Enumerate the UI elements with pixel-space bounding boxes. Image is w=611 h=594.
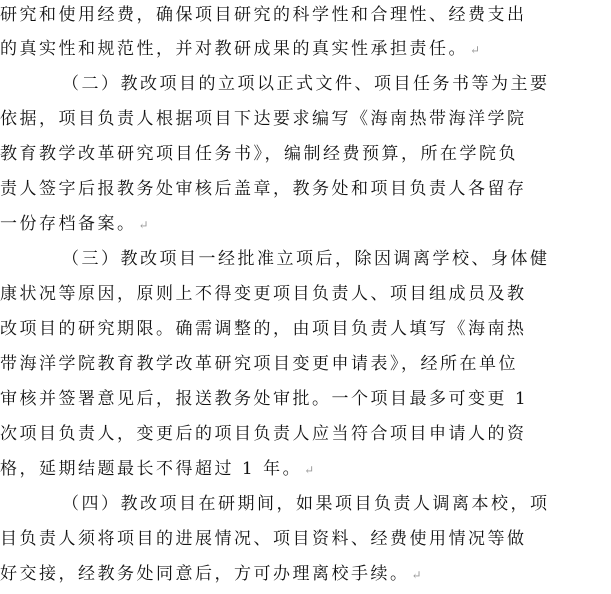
line-text: （四）教改项目在研期间，如果项目负责人调离本校，项 xyxy=(62,494,550,514)
line-text: （二）教改项目的立项以正式文件、项目任务书等为主要 xyxy=(62,74,550,94)
line-text: 的真实性和规范性，并对教研成果的真实性承担责任。 xyxy=(0,39,468,59)
line-text: 审核并签署意见后，报送教务处审批。一个项目最多可变更 1 xyxy=(0,389,529,409)
text-line-4 xyxy=(0,107,527,131)
text-line-1 xyxy=(0,3,527,27)
line-text: 次项目负责人，变更后的项目负责人应当符合项目申请人的资 xyxy=(0,424,527,444)
paragraph-mark-icon: ↵ xyxy=(470,43,481,57)
line-text: 教育教学改革研究项目任务书》，编制经费预算，所在学院负 xyxy=(0,144,518,164)
line-text: （三）教改项目一经批准立项后，除因调离学校、身体健 xyxy=(62,249,550,269)
paragraph-mark-icon: ↵ xyxy=(411,568,422,582)
text-line-16 xyxy=(0,527,527,551)
paragraph-mark-icon: ↵ xyxy=(304,463,315,477)
paragraph-3-start xyxy=(62,247,550,271)
paragraph-mark-icon: ↵ xyxy=(138,218,149,232)
text-line-9 xyxy=(0,282,527,306)
paragraph-2-start xyxy=(62,72,550,96)
text-line-17 xyxy=(0,562,422,587)
text-line-6 xyxy=(0,177,527,201)
paragraph-4-start xyxy=(62,492,550,516)
text-line-10 xyxy=(0,317,527,341)
line-text: 格，延期结题最长不得超过 1 年。 xyxy=(0,459,303,479)
line-text: 改项目的研究期限。确需调整的，由项目负责人填写《海南热 xyxy=(0,319,527,339)
line-text: 责人签字后报教务处审核后盖章，教务处和项目负责人各留存 xyxy=(0,179,527,199)
text-line-14 xyxy=(0,457,314,482)
text-line-2 xyxy=(0,37,480,62)
line-text: 依据，项目负责人根据项目下达要求编写《海南热带海洋学院 xyxy=(0,109,527,129)
text-line-7 xyxy=(0,212,149,237)
line-text: 好交接，经教务处同意后，方可办理离校手续。 xyxy=(0,564,410,584)
text-line-12 xyxy=(0,387,528,411)
line-text: 康状况等原因，原则上不得变更项目负责人、项目组成员及教 xyxy=(0,284,527,304)
line-text: 目负责人须将项目的进展情况、项目资料、经费使用情况等做 xyxy=(0,529,527,549)
text-line-11 xyxy=(0,352,518,376)
text-line-5 xyxy=(0,142,518,166)
line-text: 带海洋学院教育教学改革研究项目变更申请表》，经所在单位 xyxy=(0,354,518,374)
line-text: 研究和使用经费，确保项目研究的科学性和合理性、经费支出 xyxy=(0,5,527,25)
text-line-13 xyxy=(0,422,527,446)
line-text: 一份存档备案。 xyxy=(0,214,137,234)
